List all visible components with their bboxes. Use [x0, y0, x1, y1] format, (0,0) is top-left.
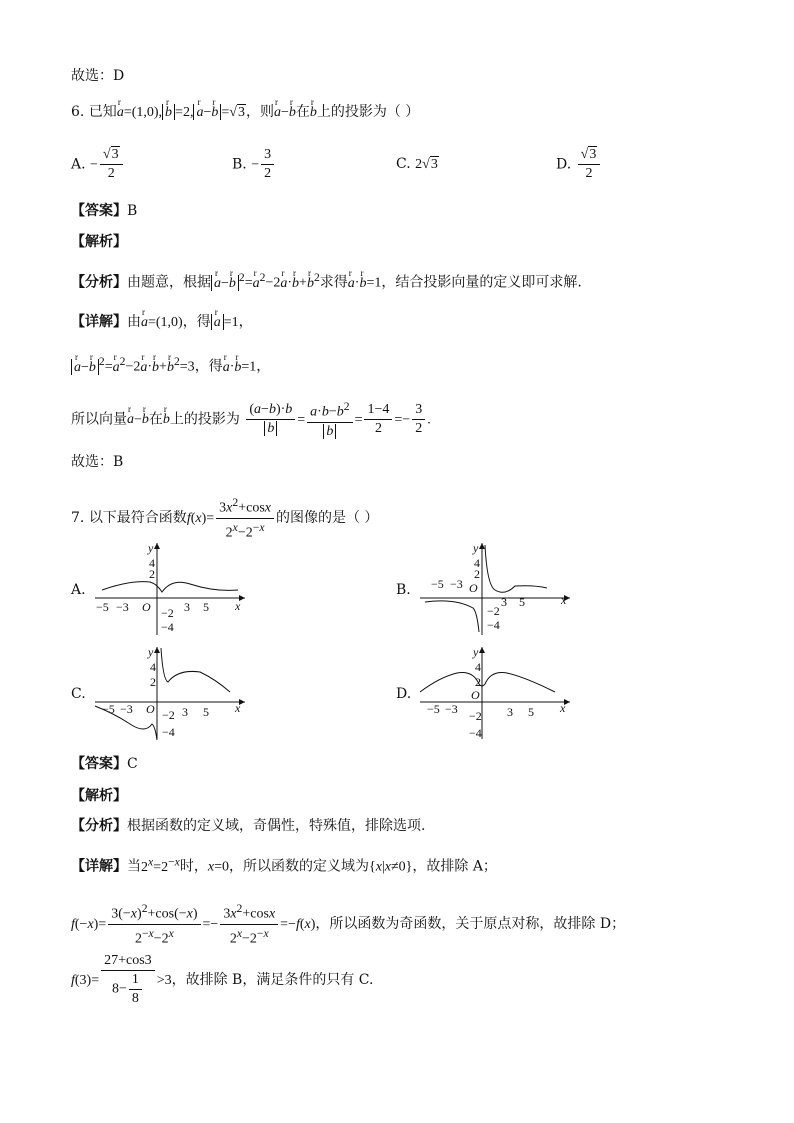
svg-text:−5: −5 — [102, 702, 115, 716]
svg-text:4: 4 — [150, 660, 156, 674]
svg-text:4: 4 — [475, 660, 481, 674]
q7-detail-2: f(−x)= $\frac{3(-x)^2+\cos(-x)}{2^{-x}-2^x}$ =− $\frac{3x^2+\cos x}{2^x-2^{-x}}$ =−f(x)，所以函数为奇函数，关于原点对称，故排除 D； — [71, 902, 626, 947]
q7-option-c-label: C. — [71, 686, 86, 702]
q6-number: 6. — [71, 104, 85, 120]
q6-fenxi: 【分析】由题意，根据r a−r b $^2$=r $a^2-2r$ a·r b+r $b^2$求得r a·r b=1，结合投影向量的定义即可求解. — [71, 268, 582, 294]
q7-option-b-label: B. — [396, 582, 411, 598]
q7-analysis-tag: 【解析】 — [71, 788, 127, 804]
svg-text:3: 3 — [501, 595, 507, 609]
svg-text:2: 2 — [150, 675, 156, 689]
q6-option-b: B. − $\frac{3}{2}$ — [232, 146, 276, 183]
svg-text:O: O — [146, 702, 155, 716]
q7-number: 7. — [71, 510, 85, 527]
prev-conclusion: 故选：D — [71, 68, 125, 84]
svg-text:−2: −2 — [469, 709, 482, 723]
svg-text:5: 5 — [519, 595, 525, 609]
svg-text:x: x — [561, 593, 567, 607]
q6-detail-2: r a−r b $^2$=r $a^2-2r$ a·r b+r $b^2=3$，得r a·r b=1， — [71, 352, 270, 378]
q6-option-c: C. 2√3 — [396, 156, 438, 172]
q7-answer: 【答案】C — [71, 756, 138, 772]
svg-text:−3: −3 — [120, 702, 133, 716]
q6-option-d: D. $\frac{√3}{2}$ — [556, 146, 602, 183]
svg-text:−4: −4 — [161, 620, 174, 634]
q7-detail-3: f(3)= 27+cos3 8− $\frac{1}{8}$ >3，故排除 B，满足条件的只有 C. — [71, 953, 374, 1006]
q7-stem: 7. 以下最符合函数f(x)= $\frac{3x^2+\cos x}{2^x-2^{-x}}$ 的图像的是（ ） — [71, 496, 379, 541]
svg-text:4: 4 — [149, 556, 155, 570]
q6-conclusion: 故选：B — [71, 454, 124, 470]
svg-text:2: 2 — [149, 567, 155, 581]
q7-graph-a — [90, 540, 250, 640]
q7-detail-1: 【详解】当$2^x=2^{-x}$时，x=0，所以函数的定义域为{x|x≠0}，故排除 A； — [71, 855, 497, 875]
svg-text:O: O — [142, 600, 151, 614]
svg-text:5: 5 — [203, 600, 209, 614]
svg-text:−5: −5 — [431, 577, 444, 591]
svg-text:−5: −5 — [96, 600, 109, 614]
svg-text:3: 3 — [184, 600, 190, 614]
svg-text:3: 3 — [507, 705, 513, 719]
svg-text:x: x — [235, 701, 241, 715]
q6-analysis-tag: 【解析】 — [71, 234, 127, 250]
svg-text:2: 2 — [475, 675, 481, 689]
svg-text:−4: −4 — [487, 618, 500, 632]
svg-text:5: 5 — [528, 705, 534, 719]
svg-text:−5: −5 — [427, 702, 440, 716]
q7-graph-c — [90, 644, 250, 744]
svg-text:y: y — [473, 541, 479, 555]
svg-text:2: 2 — [474, 567, 480, 581]
svg-text:O: O — [471, 688, 480, 702]
q7-option-a-label: A. — [71, 582, 86, 598]
svg-text:−2: −2 — [162, 708, 175, 722]
svg-text:−2: −2 — [487, 604, 500, 618]
q6-option-a: A. − $\frac{√3}{2}$ — [71, 146, 125, 183]
q7-graph-d — [415, 644, 575, 744]
q7-option-d-label: D. — [396, 686, 412, 702]
svg-text:−2: −2 — [161, 606, 174, 620]
svg-text:O: O — [469, 581, 478, 595]
q6-stem: 6. 已知r a=(1,0),r b =2,r a−r b =√3，则r a−r b在r b上的投影为（ ） — [71, 102, 419, 123]
svg-text:−4: −4 — [469, 726, 482, 740]
svg-text:3: 3 — [182, 705, 188, 719]
q7-graph-b — [415, 540, 575, 640]
svg-text:5: 5 — [203, 705, 209, 719]
svg-text:y: y — [473, 645, 479, 659]
q6-answer: 【答案】B — [71, 203, 138, 219]
svg-text:−4: −4 — [162, 725, 175, 739]
q7-fenxi: 【分析】根据函数的定义域，奇偶性，特殊值，排除选项. — [71, 818, 426, 834]
svg-text:y: y — [148, 541, 154, 555]
svg-text:−3: −3 — [116, 600, 129, 614]
q6-detail-1: 【详解】由r a=(1,0)，得r a =1， — [71, 312, 253, 333]
svg-text:−3: −3 — [445, 702, 458, 716]
svg-text:y: y — [148, 645, 154, 659]
svg-text:−3: −3 — [450, 577, 463, 591]
svg-text:x: x — [560, 701, 566, 715]
svg-text:4: 4 — [474, 556, 480, 570]
svg-text:x: x — [235, 599, 241, 613]
q6-detail-3: 所以向量r a−r b在r b上的投影为 $\frac{(a-b)\cdot b}{b}$ = $\frac{a\cdot b-b^2}{b}$ = $\frac{1-4}{2}$ =− $\frac{3}{2}$ . — [71, 398, 431, 441]
